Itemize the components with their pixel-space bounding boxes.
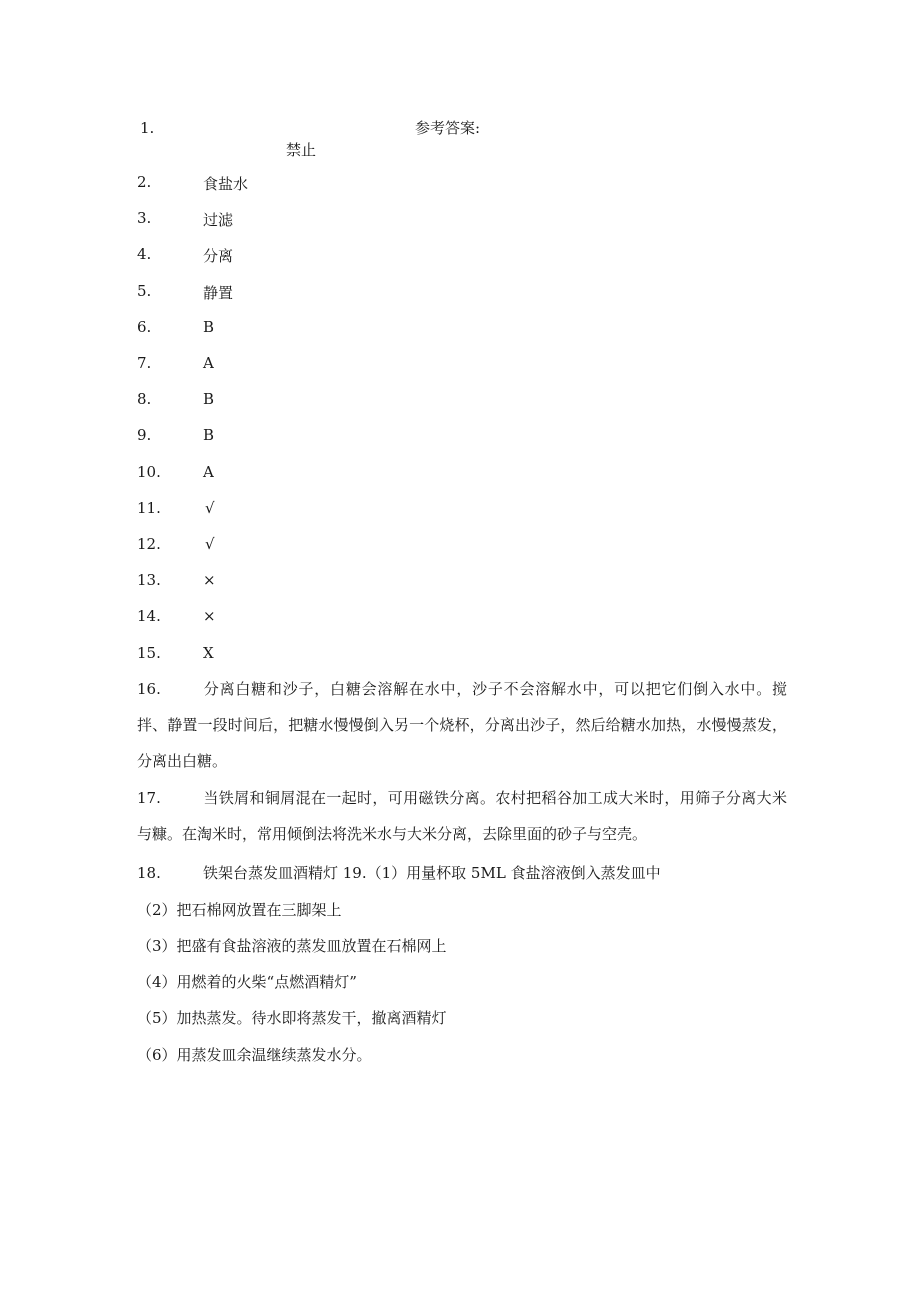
item-number: 16. — [137, 680, 161, 698]
item-number: 1. — [140, 119, 155, 137]
answer-paragraph-16 — [137, 671, 787, 779]
item-answer: B — [203, 318, 215, 336]
item-number: 14. — [137, 607, 161, 625]
page-title: 参考答案: — [415, 119, 481, 137]
item-number: 10. — [137, 463, 161, 481]
item-answer: 静置 — [203, 284, 234, 302]
item-number: 3. — [137, 209, 152, 227]
item-answer: 分离 — [203, 247, 234, 265]
item-answer: × — [203, 607, 216, 625]
paragraph-text: 分离白糖和沙子，白糖会溶解在水中，沙子不会溶解水中，可以把它们倒入水中。搅拌、静置一段时间后，把糖水慢慢倒入另一个烧杯，分离出沙子，然后给糖水加热，水慢慢蒸发，分离出白糖。 — [137, 680, 787, 770]
item-answer: A — [203, 354, 214, 372]
answer-paragraph-17 — [137, 780, 787, 852]
answer-line-18 — [137, 862, 661, 883]
item-number: 15. — [137, 644, 161, 662]
item-number: 9. — [137, 426, 152, 444]
item-answer: √ — [205, 499, 215, 517]
item-number: 6. — [137, 318, 152, 336]
item-number: 7. — [137, 354, 152, 372]
item-number: 2. — [137, 173, 152, 191]
item-answer: X — [203, 644, 214, 662]
step-line: （2）把石棉网放置在三脚架上 — [137, 901, 342, 919]
item-answer: B — [203, 390, 215, 408]
item-answer: √ — [205, 535, 215, 553]
item-number: 18. — [137, 864, 161, 882]
step-line: （5）加热蒸发。待水即将蒸发干，撤离酒精灯 — [137, 1009, 447, 1027]
step-line: （6）用蒸发皿余温继续蒸发水分。 — [137, 1046, 372, 1064]
item-answer: 过滤 — [203, 211, 234, 229]
item-number: 17. — [137, 789, 161, 807]
item-answer: 食盐水 — [203, 175, 249, 193]
item-number: 8. — [137, 390, 152, 408]
item-number: 11. — [137, 499, 161, 517]
item-answer: B — [203, 426, 215, 444]
item-answer: 禁止 — [286, 141, 317, 159]
item-number: 12. — [137, 535, 161, 553]
step-line: （3）把盛有食盐溶液的蒸发皿放置在石棉网上 — [137, 937, 447, 955]
item-number: 4. — [137, 245, 152, 263]
paragraph-text: 铁架台蒸发皿酒精灯 19.（1）用量杯取 5ML 食盐溶液倒入蒸发皿中 — [203, 864, 661, 882]
paragraph-text: 当铁屑和铜屑混在一起时，可用磁铁分离。农村把稻谷加工成大米时，用筛子分离大米与糠。在淘米时，常用倾倒法将洗米水与大米分离，去除里面的砂子与空壳。 — [137, 789, 787, 843]
item-answer: A — [203, 463, 214, 481]
item-number: 5. — [137, 282, 152, 300]
item-answer: × — [203, 571, 216, 589]
item-number: 13. — [137, 571, 161, 589]
step-line: （4）用燃着的火柴“点燃酒精灯” — [137, 973, 357, 991]
